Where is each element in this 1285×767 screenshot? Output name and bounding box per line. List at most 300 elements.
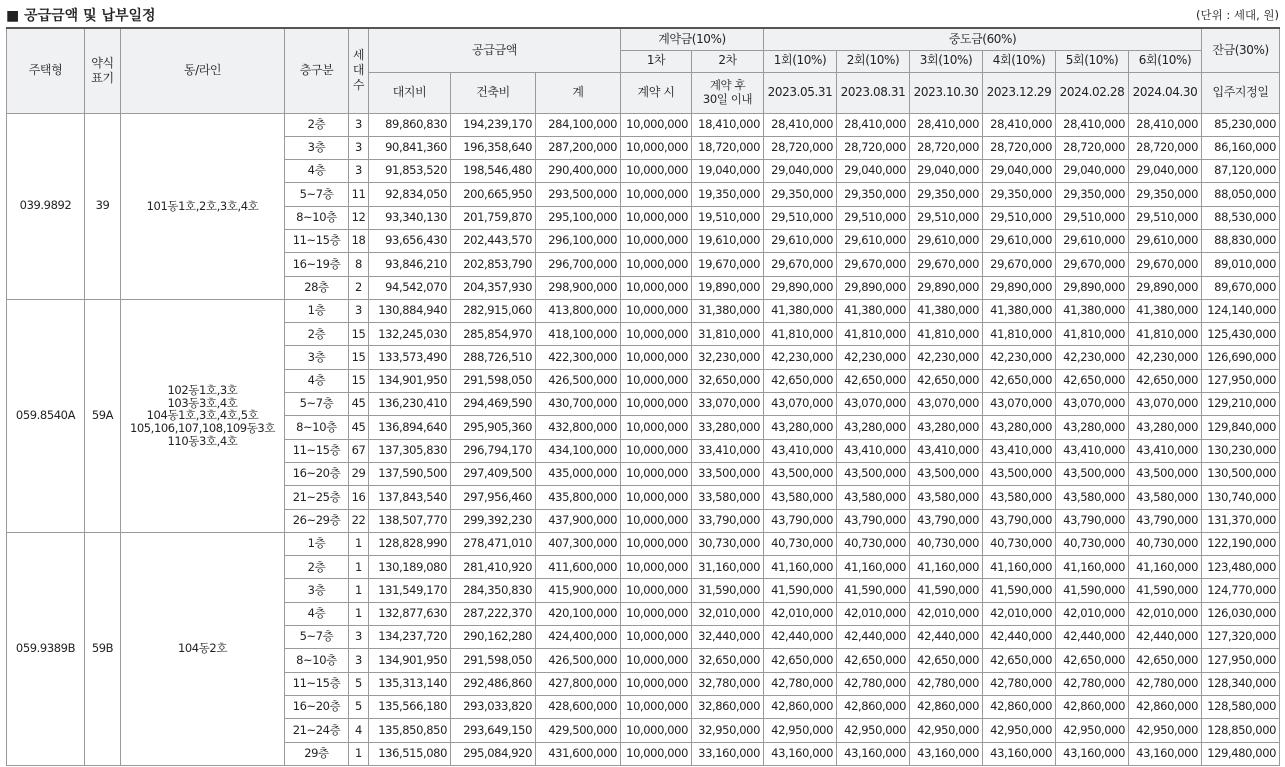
middle-payment-6-cell: 42,440,000 <box>1129 626 1202 649</box>
floor-range-cell: 26~29층 <box>285 509 349 532</box>
land-cost-cell: 93,846,210 <box>369 253 451 276</box>
middle-payment-6-cell: 29,670,000 <box>1129 253 1202 276</box>
middle-payment-2-cell: 29,610,000 <box>837 229 910 252</box>
floor-range-cell: 1층 <box>285 532 349 555</box>
middle-payment-4-cell: 42,230,000 <box>983 346 1056 369</box>
balance-cell: 131,370,000 <box>1202 509 1280 532</box>
balance-cell: 127,320,000 <box>1202 626 1280 649</box>
middle-payment-5-cell: 41,590,000 <box>1056 579 1129 602</box>
balance-cell: 124,140,000 <box>1202 299 1280 322</box>
balance-cell: 88,050,000 <box>1202 183 1280 206</box>
header-balance: 잔금(30%) <box>1202 28 1280 72</box>
middle-payment-3-cell: 41,590,000 <box>910 579 983 602</box>
middle-payment-4-cell: 42,860,000 <box>983 695 1056 718</box>
land-cost-cell: 137,843,540 <box>369 486 451 509</box>
header-middle-date-3: 2023.10.30 <box>910 72 983 113</box>
land-cost-cell: 130,189,080 <box>369 556 451 579</box>
middle-payment-1-cell: 43,410,000 <box>764 439 837 462</box>
deposit-second-cell: 19,510,000 <box>692 206 764 229</box>
building-cost-cell: 278,471,010 <box>451 532 536 555</box>
middle-payment-5-cell: 28,410,000 <box>1056 113 1129 136</box>
middle-payment-3-cell: 29,610,000 <box>910 229 983 252</box>
balance-cell: 126,690,000 <box>1202 346 1280 369</box>
land-cost-cell: 136,230,410 <box>369 393 451 416</box>
balance-cell: 128,580,000 <box>1202 695 1280 718</box>
middle-payment-3-cell: 42,650,000 <box>910 649 983 672</box>
middle-payment-2-cell: 43,280,000 <box>837 416 910 439</box>
middle-payment-3-cell: 29,670,000 <box>910 253 983 276</box>
middle-payment-6-cell: 42,230,000 <box>1129 346 1202 369</box>
balance-cell: 86,160,000 <box>1202 136 1280 159</box>
middle-payment-6-cell: 42,780,000 <box>1129 672 1202 695</box>
supply-price-table <box>6 27 1280 766</box>
floor-range-cell: 1층 <box>285 299 349 322</box>
middle-payment-2-cell: 41,810,000 <box>837 323 910 346</box>
building-cost-cell: 202,853,790 <box>451 253 536 276</box>
building-cost-cell: 200,665,950 <box>451 183 536 206</box>
deposit-second-cell: 32,010,000 <box>692 602 764 625</box>
balance-cell: 128,850,000 <box>1202 719 1280 742</box>
floor-range-cell: 3층 <box>285 346 349 369</box>
total-price-cell: 418,100,000 <box>536 323 621 346</box>
deposit-first-cell: 10,000,000 <box>621 113 692 136</box>
balance-cell: 89,670,000 <box>1202 276 1280 299</box>
floor-range-cell: 8~10층 <box>285 416 349 439</box>
total-price-cell: 295,100,000 <box>536 206 621 229</box>
land-cost-cell: 94,542,070 <box>369 276 451 299</box>
building-cost-cell: 297,956,460 <box>451 486 536 509</box>
building-cost-cell: 202,443,570 <box>451 229 536 252</box>
middle-payment-1-cell: 29,670,000 <box>764 253 837 276</box>
middle-payment-3-cell: 40,730,000 <box>910 532 983 555</box>
balance-cell: 128,340,000 <box>1202 672 1280 695</box>
unit-count-cell: 15 <box>349 369 369 392</box>
middle-payment-4-cell: 43,410,000 <box>983 439 1056 462</box>
deposit-first-cell: 10,000,000 <box>621 509 692 532</box>
middle-payment-1-cell: 29,890,000 <box>764 276 837 299</box>
floor-range-cell: 21~25층 <box>285 486 349 509</box>
land-cost-cell: 132,877,630 <box>369 602 451 625</box>
dong-line-cell: 104동2호 <box>121 532 285 765</box>
floor-range-cell: 8~10층 <box>285 649 349 672</box>
deposit-second-cell: 32,650,000 <box>692 369 764 392</box>
deposit-first-cell: 10,000,000 <box>621 579 692 602</box>
middle-payment-5-cell: 42,780,000 <box>1056 672 1129 695</box>
middle-payment-4-cell: 29,350,000 <box>983 183 1056 206</box>
middle-payment-2-cell: 42,650,000 <box>837 369 910 392</box>
table-row <box>7 113 1280 136</box>
header-middle-date-2: 2023.08.31 <box>837 72 910 113</box>
middle-payment-1-cell: 43,500,000 <box>764 462 837 485</box>
land-cost-cell: 136,894,640 <box>369 416 451 439</box>
middle-payment-6-cell: 43,070,000 <box>1129 393 1202 416</box>
middle-payment-1-cell: 29,350,000 <box>764 183 837 206</box>
unit-count-cell: 18 <box>349 229 369 252</box>
header-pay-on-contract: 계약 시 <box>621 72 692 113</box>
middle-payment-1-cell: 43,790,000 <box>764 509 837 532</box>
middle-payment-4-cell: 43,280,000 <box>983 416 1056 439</box>
deposit-first-cell: 10,000,000 <box>621 183 692 206</box>
middle-payment-2-cell: 41,590,000 <box>837 579 910 602</box>
header-house-type: 주택형 <box>7 28 85 113</box>
building-cost-cell: 284,350,830 <box>451 579 536 602</box>
middle-payment-4-cell: 28,720,000 <box>983 136 1056 159</box>
unit-count-cell: 3 <box>349 299 369 322</box>
table-body <box>7 113 1280 765</box>
balance-cell: 87,120,000 <box>1202 160 1280 183</box>
middle-payment-4-cell: 42,010,000 <box>983 602 1056 625</box>
land-cost-cell: 93,656,430 <box>369 229 451 252</box>
middle-payment-1-cell: 43,280,000 <box>764 416 837 439</box>
total-price-cell: 430,700,000 <box>536 393 621 416</box>
land-cost-cell: 135,850,850 <box>369 719 451 742</box>
floor-range-cell: 11~15층 <box>285 229 349 252</box>
land-cost-cell: 90,841,360 <box>369 136 451 159</box>
balance-cell: 129,840,000 <box>1202 416 1280 439</box>
deposit-first-cell: 10,000,000 <box>621 206 692 229</box>
land-cost-cell: 134,901,950 <box>369 649 451 672</box>
deposit-first-cell: 10,000,000 <box>621 323 692 346</box>
middle-payment-4-cell: 29,040,000 <box>983 160 1056 183</box>
middle-payment-5-cell: 43,410,000 <box>1056 439 1129 462</box>
middle-payment-4-cell: 29,510,000 <box>983 206 1056 229</box>
header-middle-date-5: 2024.02.28 <box>1056 72 1129 113</box>
middle-payment-5-cell: 29,350,000 <box>1056 183 1129 206</box>
land-cost-cell: 134,237,720 <box>369 626 451 649</box>
deposit-second-cell: 19,040,000 <box>692 160 764 183</box>
unit-count-cell: 15 <box>349 323 369 346</box>
unit-count-cell: 3 <box>349 113 369 136</box>
middle-payment-2-cell: 42,780,000 <box>837 672 910 695</box>
total-price-cell: 431,600,000 <box>536 742 621 765</box>
deposit-first-cell: 10,000,000 <box>621 229 692 252</box>
land-cost-cell: 128,828,990 <box>369 532 451 555</box>
header-land-cost: 대지비 <box>369 72 451 113</box>
building-cost-cell: 293,033,820 <box>451 695 536 718</box>
building-cost-cell: 290,162,280 <box>451 626 536 649</box>
table-row <box>7 532 1280 555</box>
house-type-cell: 059.9389B <box>7 532 85 765</box>
total-price-cell: 422,300,000 <box>536 346 621 369</box>
floor-range-cell: 4층 <box>285 369 349 392</box>
unit-count-cell: 22 <box>349 509 369 532</box>
middle-payment-6-cell: 42,650,000 <box>1129 369 1202 392</box>
middle-payment-5-cell: 42,950,000 <box>1056 719 1129 742</box>
building-cost-cell: 196,358,640 <box>451 136 536 159</box>
total-price-cell: 287,200,000 <box>536 136 621 159</box>
header-middle-round-4: 4회(10%) <box>983 50 1056 72</box>
middle-payment-6-cell: 43,160,000 <box>1129 742 1202 765</box>
middle-payment-2-cell: 43,070,000 <box>837 393 910 416</box>
land-cost-cell: 137,305,830 <box>369 439 451 462</box>
deposit-first-cell: 10,000,000 <box>621 742 692 765</box>
middle-payment-5-cell: 42,860,000 <box>1056 695 1129 718</box>
unit-count-cell: 3 <box>349 649 369 672</box>
deposit-second-cell: 33,410,000 <box>692 439 764 462</box>
middle-payment-1-cell: 28,410,000 <box>764 113 837 136</box>
header-middle-date-1: 2023.05.31 <box>764 72 837 113</box>
floor-range-cell: 5~7층 <box>285 393 349 416</box>
abbreviation-cell: 59B <box>85 532 121 765</box>
middle-payment-2-cell: 43,580,000 <box>837 486 910 509</box>
table-row <box>7 299 1280 322</box>
floor-range-cell: 16~19층 <box>285 253 349 276</box>
unit-count-cell: 29 <box>349 462 369 485</box>
header-middle-round-1: 1회(10%) <box>764 50 837 72</box>
balance-cell: 85,230,000 <box>1202 113 1280 136</box>
middle-payment-3-cell: 42,440,000 <box>910 626 983 649</box>
middle-payment-1-cell: 29,040,000 <box>764 160 837 183</box>
building-cost-cell: 297,409,500 <box>451 462 536 485</box>
deposit-second-cell: 32,780,000 <box>692 672 764 695</box>
land-cost-cell: 133,573,490 <box>369 346 451 369</box>
middle-payment-4-cell: 43,070,000 <box>983 393 1056 416</box>
middle-payment-5-cell: 29,610,000 <box>1056 229 1129 252</box>
middle-payment-2-cell: 29,670,000 <box>837 253 910 276</box>
unit-count-cell: 8 <box>349 253 369 276</box>
deposit-second-cell: 33,580,000 <box>692 486 764 509</box>
middle-payment-2-cell: 43,500,000 <box>837 462 910 485</box>
land-cost-cell: 135,313,140 <box>369 672 451 695</box>
deposit-second-cell: 18,410,000 <box>692 113 764 136</box>
middle-payment-3-cell: 29,040,000 <box>910 160 983 183</box>
middle-payment-1-cell: 40,730,000 <box>764 532 837 555</box>
middle-payment-2-cell: 28,720,000 <box>837 136 910 159</box>
middle-payment-6-cell: 41,160,000 <box>1129 556 1202 579</box>
balance-cell: 129,480,000 <box>1202 742 1280 765</box>
building-cost-cell: 299,392,230 <box>451 509 536 532</box>
header-building-cost: 건축비 <box>451 72 536 113</box>
unit-count-cell: 2 <box>349 276 369 299</box>
middle-payment-2-cell: 42,950,000 <box>837 719 910 742</box>
middle-payment-1-cell: 28,720,000 <box>764 136 837 159</box>
unit-count-cell: 5 <box>349 672 369 695</box>
building-cost-cell: 287,222,370 <box>451 602 536 625</box>
middle-payment-1-cell: 42,440,000 <box>764 626 837 649</box>
middle-payment-6-cell: 29,040,000 <box>1129 160 1202 183</box>
middle-payment-2-cell: 43,160,000 <box>837 742 910 765</box>
floor-range-cell: 5~7층 <box>285 626 349 649</box>
deposit-first-cell: 10,000,000 <box>621 393 692 416</box>
middle-payment-4-cell: 41,160,000 <box>983 556 1056 579</box>
total-price-cell: 429,500,000 <box>536 719 621 742</box>
middle-payment-5-cell: 42,440,000 <box>1056 626 1129 649</box>
land-cost-cell: 136,515,080 <box>369 742 451 765</box>
deposit-first-cell: 10,000,000 <box>621 672 692 695</box>
total-price-cell: 407,300,000 <box>536 532 621 555</box>
total-price-cell: 427,800,000 <box>536 672 621 695</box>
middle-payment-4-cell: 29,610,000 <box>983 229 1056 252</box>
building-cost-cell: 201,759,870 <box>451 206 536 229</box>
middle-payment-1-cell: 29,510,000 <box>764 206 837 229</box>
dong-line-cell: 102동1호,3호 103동3호,4호 104동1호,3호,4호,5호 105,106,107,108,109동3호 110동3호,4호 <box>121 299 285 532</box>
unit-count-cell: 4 <box>349 719 369 742</box>
deposit-first-cell: 10,000,000 <box>621 160 692 183</box>
deposit-second-cell: 33,500,000 <box>692 462 764 485</box>
middle-payment-5-cell: 43,280,000 <box>1056 416 1129 439</box>
header-middle-payment: 중도금(60%) <box>764 28 1202 50</box>
floor-range-cell: 28층 <box>285 276 349 299</box>
deposit-first-cell: 10,000,000 <box>621 626 692 649</box>
middle-payment-5-cell: 41,810,000 <box>1056 323 1129 346</box>
middle-payment-2-cell: 29,350,000 <box>837 183 910 206</box>
middle-payment-1-cell: 42,860,000 <box>764 695 837 718</box>
total-price-cell: 415,900,000 <box>536 579 621 602</box>
middle-payment-2-cell: 43,790,000 <box>837 509 910 532</box>
middle-payment-6-cell: 43,500,000 <box>1129 462 1202 485</box>
header-dong-line: 동/라인 <box>121 28 285 113</box>
middle-payment-1-cell: 42,650,000 <box>764 649 837 672</box>
abbreviation-cell: 59A <box>85 299 121 532</box>
deposit-first-cell: 10,000,000 <box>621 416 692 439</box>
total-price-cell: 420,100,000 <box>536 602 621 625</box>
building-cost-cell: 292,486,860 <box>451 672 536 695</box>
middle-payment-3-cell: 42,780,000 <box>910 672 983 695</box>
floor-range-cell: 2층 <box>285 323 349 346</box>
total-price-cell: 426,500,000 <box>536 649 621 672</box>
middle-payment-6-cell: 28,410,000 <box>1129 113 1202 136</box>
land-cost-cell: 92,834,050 <box>369 183 451 206</box>
deposit-first-cell: 10,000,000 <box>621 439 692 462</box>
header-middle-date-4: 2023.12.29 <box>983 72 1056 113</box>
deposit-first-cell: 10,000,000 <box>621 299 692 322</box>
middle-payment-2-cell: 42,860,000 <box>837 695 910 718</box>
middle-payment-4-cell: 43,580,000 <box>983 486 1056 509</box>
middle-payment-3-cell: 43,070,000 <box>910 393 983 416</box>
middle-payment-1-cell: 43,580,000 <box>764 486 837 509</box>
middle-payment-5-cell: 42,650,000 <box>1056 369 1129 392</box>
building-cost-cell: 296,794,170 <box>451 439 536 462</box>
balance-cell: 88,830,000 <box>1202 229 1280 252</box>
building-cost-cell: 204,357,930 <box>451 276 536 299</box>
balance-cell: 88,530,000 <box>1202 206 1280 229</box>
middle-payment-1-cell: 41,810,000 <box>764 323 837 346</box>
total-price-cell: 296,700,000 <box>536 253 621 276</box>
deposit-second-cell: 31,590,000 <box>692 579 764 602</box>
unit-count-cell: 1 <box>349 556 369 579</box>
middle-payment-3-cell: 41,810,000 <box>910 323 983 346</box>
middle-payment-3-cell: 42,860,000 <box>910 695 983 718</box>
middle-payment-6-cell: 43,790,000 <box>1129 509 1202 532</box>
deposit-second-cell: 19,350,000 <box>692 183 764 206</box>
floor-range-cell: 2층 <box>285 113 349 136</box>
middle-payment-2-cell: 43,410,000 <box>837 439 910 462</box>
abbreviation-cell: 39 <box>85 113 121 299</box>
balance-cell: 127,950,000 <box>1202 369 1280 392</box>
unit-count-cell: 1 <box>349 532 369 555</box>
middle-payment-1-cell: 41,160,000 <box>764 556 837 579</box>
building-cost-cell: 295,905,360 <box>451 416 536 439</box>
middle-payment-5-cell: 29,890,000 <box>1056 276 1129 299</box>
middle-payment-3-cell: 43,280,000 <box>910 416 983 439</box>
middle-payment-6-cell: 29,890,000 <box>1129 276 1202 299</box>
unit-count-cell: 45 <box>349 393 369 416</box>
deposit-second-cell: 33,790,000 <box>692 509 764 532</box>
header-pay-within-30-days: 계약 후 30일 이내 <box>692 72 764 113</box>
middle-payment-6-cell: 42,950,000 <box>1129 719 1202 742</box>
building-cost-cell: 293,649,150 <box>451 719 536 742</box>
deposit-second-cell: 33,160,000 <box>692 742 764 765</box>
floor-range-cell: 5~7층 <box>285 183 349 206</box>
unit-count-cell: 5 <box>349 695 369 718</box>
balance-cell: 130,500,000 <box>1202 462 1280 485</box>
deposit-first-cell: 10,000,000 <box>621 346 692 369</box>
middle-payment-5-cell: 29,040,000 <box>1056 160 1129 183</box>
header-total: 계 <box>536 72 621 113</box>
deposit-second-cell: 32,230,000 <box>692 346 764 369</box>
middle-payment-5-cell: 42,230,000 <box>1056 346 1129 369</box>
floor-range-cell: 29층 <box>285 742 349 765</box>
unit-count-cell: 12 <box>349 206 369 229</box>
balance-cell: 123,480,000 <box>1202 556 1280 579</box>
middle-payment-6-cell: 42,650,000 <box>1129 649 1202 672</box>
middle-payment-6-cell: 28,720,000 <box>1129 136 1202 159</box>
header-floor-range: 층구분 <box>285 28 349 113</box>
house-type-cell: 059.8540A <box>7 299 85 532</box>
building-cost-cell: 282,915,060 <box>451 299 536 322</box>
middle-payment-3-cell: 42,650,000 <box>910 369 983 392</box>
house-type-cell: 039.9892 <box>7 113 85 299</box>
total-price-cell: 411,600,000 <box>536 556 621 579</box>
middle-payment-3-cell: 43,500,000 <box>910 462 983 485</box>
middle-payment-4-cell: 42,950,000 <box>983 719 1056 742</box>
floor-range-cell: 11~15층 <box>285 439 349 462</box>
unit-count-cell: 15 <box>349 346 369 369</box>
middle-payment-2-cell: 28,410,000 <box>837 113 910 136</box>
middle-payment-5-cell: 43,070,000 <box>1056 393 1129 416</box>
middle-payment-6-cell: 29,350,000 <box>1129 183 1202 206</box>
deposit-first-cell: 10,000,000 <box>621 556 692 579</box>
land-cost-cell: 138,507,770 <box>369 509 451 532</box>
middle-payment-4-cell: 43,790,000 <box>983 509 1056 532</box>
middle-payment-3-cell: 43,580,000 <box>910 486 983 509</box>
land-cost-cell: 93,340,130 <box>369 206 451 229</box>
land-cost-cell: 134,901,950 <box>369 369 451 392</box>
middle-payment-6-cell: 29,610,000 <box>1129 229 1202 252</box>
header-balance-when: 입주지정일 <box>1202 72 1280 113</box>
middle-payment-3-cell: 28,720,000 <box>910 136 983 159</box>
deposit-second-cell: 19,670,000 <box>692 253 764 276</box>
land-cost-cell: 135,566,180 <box>369 695 451 718</box>
total-price-cell: 413,800,000 <box>536 299 621 322</box>
header-middle-round-3: 3회(10%) <box>910 50 983 72</box>
floor-range-cell: 16~20층 <box>285 462 349 485</box>
middle-payment-5-cell: 43,580,000 <box>1056 486 1129 509</box>
total-price-cell: 434,100,000 <box>536 439 621 462</box>
land-cost-cell: 91,853,520 <box>369 160 451 183</box>
middle-payment-5-cell: 41,160,000 <box>1056 556 1129 579</box>
deposit-second-cell: 31,380,000 <box>692 299 764 322</box>
balance-cell: 127,950,000 <box>1202 649 1280 672</box>
deposit-second-cell: 31,810,000 <box>692 323 764 346</box>
middle-payment-3-cell: 43,790,000 <box>910 509 983 532</box>
total-price-cell: 284,100,000 <box>536 113 621 136</box>
balance-cell: 89,010,000 <box>1202 253 1280 276</box>
middle-payment-6-cell: 43,280,000 <box>1129 416 1202 439</box>
total-price-cell: 298,900,000 <box>536 276 621 299</box>
deposit-second-cell: 18,720,000 <box>692 136 764 159</box>
middle-payment-2-cell: 29,040,000 <box>837 160 910 183</box>
floor-range-cell: 21~24층 <box>285 719 349 742</box>
unit-count-cell: 1 <box>349 742 369 765</box>
middle-payment-6-cell: 41,590,000 <box>1129 579 1202 602</box>
header-middle-round-6: 6회(10%) <box>1129 50 1202 72</box>
middle-payment-3-cell: 41,160,000 <box>910 556 983 579</box>
land-cost-cell: 137,590,500 <box>369 462 451 485</box>
middle-payment-4-cell: 43,160,000 <box>983 742 1056 765</box>
dong-line-cell: 101동1호,2호,3호,4호 <box>121 113 285 299</box>
deposit-second-cell: 19,610,000 <box>692 229 764 252</box>
